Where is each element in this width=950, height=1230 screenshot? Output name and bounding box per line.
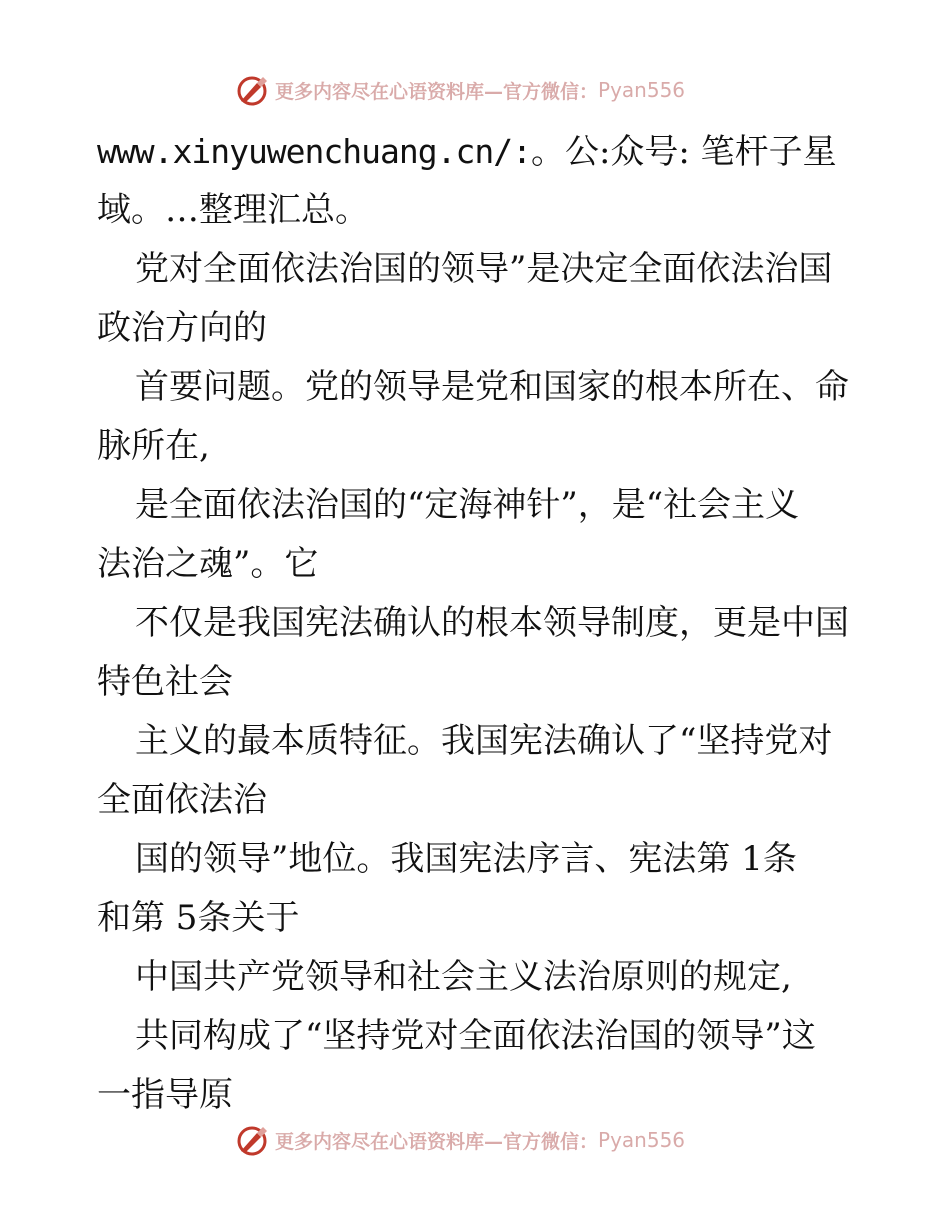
document-line: 全面依法治 — [97, 780, 267, 820]
document-line: 脉所在, — [97, 426, 210, 466]
document-line: 和第 5条关于 — [97, 898, 300, 938]
document-line: 国的领导”地位。我国宪法序言、宪法第 1条 — [135, 839, 797, 879]
header-banner-text: 更多内容尽在心语资料库—官方微信： — [275, 80, 599, 103]
pen-logo-icon — [235, 73, 269, 107]
document-line: 共同构成了“坚持党对全面依法治国的领导”这 — [135, 1016, 816, 1056]
footer-watermark-banner — [235, 1120, 685, 1160]
pen-logo-icon — [235, 1123, 269, 1157]
document-line: 中国共产党领导和社会主义法治原则的规定, — [135, 957, 792, 997]
line-text: 。公:众号: 笔杆子星 — [530, 132, 837, 172]
document-line: 法治之魂”。它 — [97, 544, 319, 584]
source-url: www.xinyuwenchuang.cn/: — [97, 132, 531, 171]
document-line: 一指导原 — [97, 1075, 233, 1115]
footer-banner-account: Pyan556 — [598, 1128, 686, 1152]
document-line: 首要问题。党的领导是党和国家的根本所在、命 — [135, 367, 849, 407]
document-line: 是全面依法治国的“定海神针”，是“社会主义 — [135, 485, 800, 525]
footer-banner-text: 更多内容尽在心语资料库—官方微信： — [275, 1130, 599, 1153]
header-watermark-banner — [235, 70, 685, 110]
document-line — [97, 122, 857, 181]
document-body — [97, 122, 857, 1125]
document-line: 域。…整理汇总。 — [97, 190, 369, 230]
document-line: 党对全面依法治国的领导”是决定全面依法治国 — [135, 249, 833, 289]
document-line: 不仅是我国宪法确认的根本领导制度，更是中国 — [135, 603, 849, 643]
header-banner-account: Pyan556 — [598, 78, 686, 102]
document-line: 主义的最本质特征。我国宪法确认了“坚持党对 — [135, 721, 833, 761]
document-line: 政治方向的 — [97, 308, 267, 348]
document-line: 特色社会 — [97, 662, 233, 702]
